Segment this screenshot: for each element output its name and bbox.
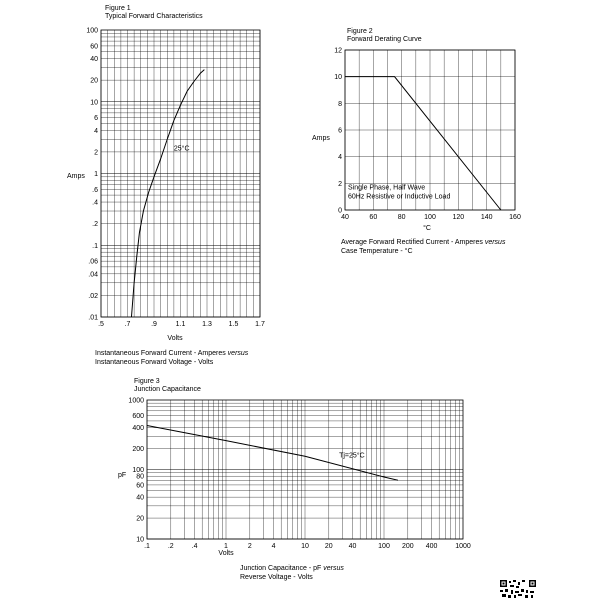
fig3-x-tick-label: 10 — [301, 543, 309, 550]
fig1-y-tick-label: .1 — [92, 242, 98, 250]
fig3-caption-line: Junction Capacitance - pF versus — [240, 565, 344, 572]
fig2-x-tick-label: 160 — [509, 214, 521, 221]
fig2-y-tick-label: 8 — [338, 100, 342, 108]
fig3-y-tick-label: 100 — [132, 467, 144, 474]
fig3-y-tick-label: 600 — [132, 412, 144, 420]
fig1-series-line — [131, 70, 204, 317]
fig1-caption-line: Instantaneous Forward Current - Amperes versus — [95, 350, 249, 357]
fig3-annotation: Tj=25°C — [339, 452, 365, 460]
fig1-x-tick-label: 1.3 — [202, 321, 212, 328]
fig2-x-tick-label: 40 — [341, 214, 349, 221]
fig1-y-tick-label: 40 — [90, 56, 98, 64]
fig2-figure-label: Figure 2 — [347, 28, 373, 35]
fig2-y-tick-label: 2 — [338, 180, 342, 188]
fig1-y-tick-label: .02 — [88, 292, 98, 300]
fig1-figure-label: Figure 1 — [105, 5, 131, 12]
fig1-y-tick-label: 1 — [94, 171, 98, 178]
fig3-chart — [118, 378, 471, 581]
fig3-y-axis-label: pF — [118, 472, 127, 479]
fig1-x-tick-label: 1.5 — [228, 321, 239, 328]
fig1-y-tick-label: 20 — [90, 77, 98, 85]
fig3-y-tick-label: 60 — [136, 482, 144, 490]
fig1-title: Typical Forward Characteristics — [105, 13, 203, 20]
fig3-x-tick-label: 40 — [348, 543, 357, 550]
fig3-x-tick-label: 4 — [271, 543, 276, 550]
fig1-y-tick-label: .4 — [92, 199, 98, 207]
fig1-y-tick-label: 60 — [90, 43, 98, 51]
fig3-grid — [147, 400, 463, 539]
fig1-annotation: 25°C — [173, 145, 190, 153]
fig2-x-tick-label: 120 — [452, 214, 465, 221]
fig3-y-tick-label: 400 — [132, 425, 144, 433]
fig3-y-tick-label: 80 — [136, 473, 144, 481]
fig3-y-tick-label: 40 — [136, 494, 144, 502]
fig1-chart — [67, 5, 265, 366]
fig1-x-axis-label: Volts — [167, 335, 183, 342]
fig2-title: Forward Derating Curve — [347, 36, 422, 43]
fig2-y-tick-label: 6 — [338, 127, 342, 135]
fig1-x-tick-label: .7 — [124, 321, 131, 328]
fig3-x-axis-label: Volts — [218, 550, 234, 557]
fig2-x-tick-label: 60 — [369, 214, 378, 221]
fig1-y-tick-label: 6 — [94, 115, 98, 123]
fig1-y-tick-label: .04 — [88, 271, 98, 279]
fig3-x-tick-label: 400 — [425, 543, 438, 550]
fig1-y-axis-label: Amps — [67, 173, 85, 180]
fig1-x-tick-label: .9 — [151, 321, 157, 328]
fig3-y-tick-label: 1000 — [128, 397, 144, 405]
fig3-caption-line: Reverse Voltage - Volts — [240, 574, 313, 581]
fig3-y-tick-label: 200 — [132, 446, 144, 454]
fig3-x-tick-label: 200 — [401, 543, 414, 550]
fig1-y-tick-label: 10 — [90, 99, 98, 107]
fig2-annotation: 60Hz Resistive or Inductive Load — [348, 193, 451, 201]
fig2-x-tick-label: 100 — [424, 214, 436, 221]
fig2-y-tick-label: 10 — [334, 74, 342, 82]
fig1-grid — [101, 30, 260, 317]
fig1-y-tick-label: .01 — [88, 314, 98, 322]
fig1-x-tick-label: 1.1 — [175, 321, 186, 328]
fig3-x-tick-label: .2 — [167, 543, 174, 550]
qr-code-icon — [500, 580, 536, 598]
fig2-caption-line: Average Forward Rectified Current - Amperes versus — [341, 239, 506, 246]
fig1-y-tick-label: 2 — [94, 149, 98, 157]
fig1-x-tick-label: 1.7 — [255, 321, 265, 328]
fig2-x-tick-label: 140 — [480, 214, 493, 221]
fig3-x-tick-label: .4 — [191, 543, 198, 550]
fig3-x-tick-label: .1 — [144, 543, 150, 550]
fig2-caption-line: Case Temperature - °C — [341, 248, 413, 255]
fig2-y-axis-label: Amps — [312, 135, 330, 142]
fig1-y-tick-label: .06 — [88, 258, 98, 266]
fig3-y-tick-label: 20 — [136, 515, 144, 523]
fig1-y-tick-label: 100 — [86, 27, 98, 35]
fig2-chart — [312, 28, 521, 255]
fig2-annotation: Single Phase, Half Wave — [348, 184, 426, 192]
fig3-x-tick-label: 2 — [247, 543, 252, 550]
fig2-y-tick-label: 0 — [338, 207, 342, 215]
fig2-x-tick-label: 80 — [397, 214, 406, 221]
fig2-y-tick-label: 12 — [334, 47, 342, 55]
fig3-y-tick-label: 10 — [136, 536, 144, 544]
fig1-y-tick-label: .6 — [92, 186, 98, 194]
fig1-caption-line: Instantaneous Forward Voltage - Volts — [95, 359, 214, 366]
fig1-x-tick-label: .5 — [98, 321, 104, 328]
fig1-y-tick-label: 4 — [94, 127, 98, 135]
fig3-figure-label: Figure 3 — [134, 378, 160, 385]
fig2-y-tick-label: 4 — [338, 154, 342, 162]
fig1-y-tick-label: .2 — [92, 221, 98, 229]
fig3-x-tick-label: 100 — [378, 543, 390, 550]
fig3-x-tick-label: 20 — [324, 543, 333, 550]
fig3-x-tick-label: 1000 — [455, 543, 471, 550]
fig2-x-axis-label: °C — [423, 225, 431, 232]
fig3-x-tick-label: 1 — [224, 543, 228, 550]
fig3-title: Junction Capacitance — [134, 386, 201, 393]
